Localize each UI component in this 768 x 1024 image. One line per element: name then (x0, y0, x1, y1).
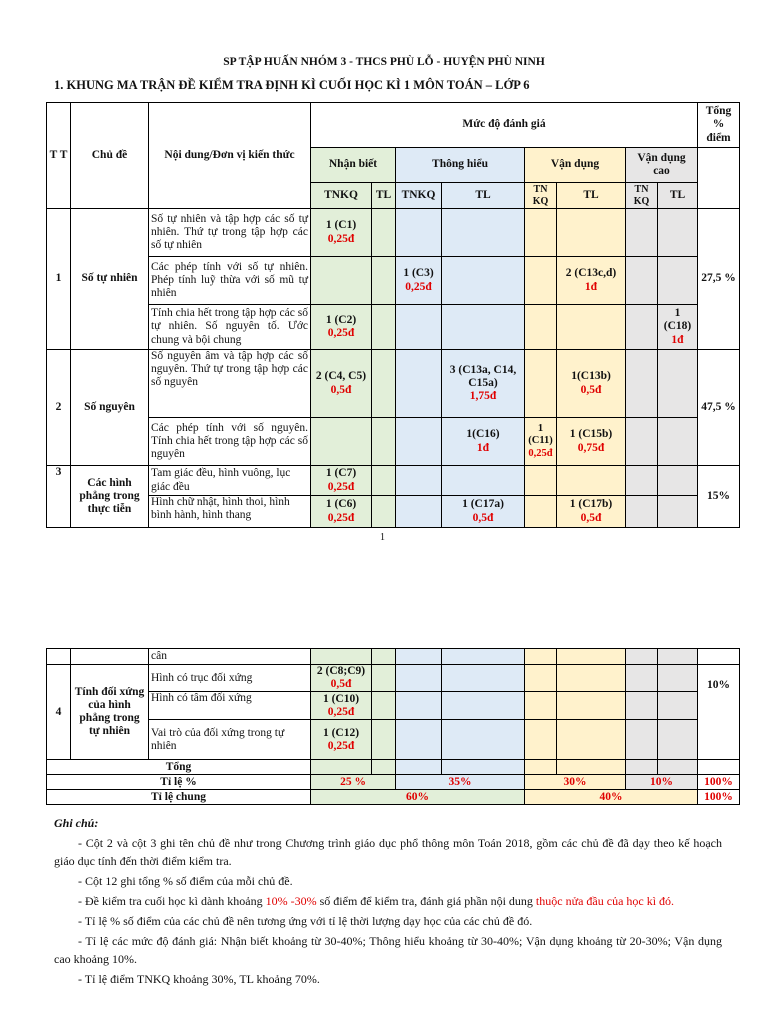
tile-vd: 30% (525, 775, 626, 790)
tilechung-2: 40% (525, 790, 698, 805)
col-tt: T T (47, 103, 71, 209)
tile-th: 35% (396, 775, 525, 790)
sub-tnkq: TN KQ (525, 183, 557, 209)
row-chude: Số nguyên (71, 350, 149, 466)
col-nb: Nhận biết (311, 148, 396, 183)
row-tong: 10% (698, 665, 740, 760)
row-chude: Các hình phẳng trong thực tiễn (71, 466, 149, 528)
col-tong: Tổng % điểm (698, 103, 740, 148)
cell-nb-tnkq: 2 (C4, C5) 0,5đ (311, 350, 372, 418)
cell-nb-tnkq: 1 (C6) 0,25đ (311, 496, 372, 528)
cell-th-tl: 3 (C13a, C14, C15a) 1,75đ (442, 350, 525, 418)
tile-all: 100% (698, 775, 740, 790)
notes-section (54, 814, 722, 990)
tile-nb: 25 % (311, 775, 396, 790)
row-tt: 2 (47, 350, 71, 466)
cell-vd-tl: 1 (C15b) 0,75đ (557, 418, 626, 466)
row-tt: 3 (47, 466, 71, 528)
sub-tl: TL (557, 183, 626, 209)
cell-vd-tl: 2 (C13c,d) 1đ (557, 257, 626, 305)
row-noidung: Các phép tính với số nguyên. Tính chia hết trong tập hợp các số nguyên (149, 418, 311, 466)
matrix-table-page2 (46, 648, 740, 805)
cell-vd-tl: 1(C13b) 0,5đ (557, 350, 626, 418)
note-item: - Cột 12 ghi tổng % số điểm của mỗi chủ đề. (78, 874, 293, 888)
page-number: 1 (380, 532, 385, 543)
row-noidung: Tính chia hết trong tập hợp các số tự nhiên. Số nguyên tố. Ước chung và bội chung (149, 305, 311, 350)
row-noidung: Hình có trục đối xứng (149, 665, 311, 692)
cell-nb-tnkq: 1 (C1) 0,25đ (311, 209, 372, 257)
row-tt: 1 (47, 209, 71, 350)
note-item: - Tỉ lệ các mức độ đánh giá: Nhận biết khoảng từ 30-40%; Thông hiểu khoảng từ 30-40%; Vận dụng khoảng từ 20-30%; Vận dụng cao khoảng 10%. (54, 934, 722, 966)
note-item: - Tỉ lệ điểm TNKQ khoảng 30%, TL khoảng 70%. (78, 972, 320, 986)
col-noidung: Nội dung/Đơn vị kiến thức (149, 103, 311, 209)
cell-nb-tnkq: 1 (C2) 0,25đ (311, 305, 372, 350)
sub-tl: TL (658, 183, 698, 209)
col-th: Thông hiểu (396, 148, 525, 183)
cell-th-tl: 1(C16) 1đ (442, 418, 525, 466)
note-item: - Cột 2 và cột 3 ghi tên chủ đề như trong Chương trình giáo dục phổ thông môn Toán 2018, gồm các chủ đề đã dạy theo kế hoạch giáo dục tính đến thời điểm kiểm tra. (54, 836, 722, 868)
sub-tnkq: TN KQ (626, 183, 658, 209)
notes-heading: Ghi chú: (54, 816, 99, 830)
sub-tnkq: TNKQ (311, 183, 372, 209)
cell-th-tnkq: 1 (C3) 0,25đ (396, 257, 442, 305)
col-vd: Vận dụng (525, 148, 626, 183)
row-noidung: Số tự nhiên và tập hợp các số tự nhiên. Thứ tự trong tập hợp các số tự nhiên (149, 209, 311, 257)
row-tong: 47,5 % (698, 350, 740, 466)
row-chude: Tính đối xứng của hình phẳng trong tự nhiên (71, 665, 149, 760)
cell-nb-tnkq: 1 (C12) 0,25đ (311, 720, 372, 760)
cell-nb-tnkq: 1 (C7) 0,25đ (311, 466, 372, 496)
sub-tl: TL (442, 183, 525, 209)
row-chude: Số tự nhiên (71, 209, 149, 350)
tilechung-1: 60% (311, 790, 525, 805)
col-mucdo: Mức độ đánh giá (311, 103, 698, 148)
row-noidung: Hình có tâm đối xứng (149, 692, 311, 720)
cell-nb-tnkq: 1 (C10) 0,25đ (311, 692, 372, 720)
row-noidung-cont: cân (149, 649, 311, 665)
row-tt: 4 (47, 665, 71, 760)
row-tilechung-label: Tỉ lệ chung (47, 790, 311, 805)
row-tong: 15% (698, 466, 740, 528)
cell-nb-tnkq: 2 (C8;C9) 0,5đ (311, 665, 372, 692)
row-noidung: Tam giác đều, hình vuông, lục giác đều (149, 466, 311, 496)
col-vdc: Vận dụng cao (626, 148, 698, 183)
row-noidung: Các phép tính với số tự nhiên. Phép tính luỹ thừa với số mũ tự nhiên (149, 257, 311, 305)
note-item: - Tỉ lệ % số điểm của các chủ đề nên tương ứng với tỉ lệ thời lượng dạy học của các chủ đề đó. (78, 914, 533, 928)
sub-tl: TL (372, 183, 396, 209)
row-tong: 27,5 % (698, 209, 740, 350)
cell-vd-tl: 1 (C17b) 0,5đ (557, 496, 626, 528)
col-chude: Chủ đề (71, 103, 149, 209)
cell-vd-tnkq: 1 (C11) 0,25đ (525, 418, 557, 466)
tile-vdc: 10% (626, 775, 698, 790)
row-noidung: Hình chữ nhật, hình thoi, hình bình hành, hình thang (149, 496, 311, 528)
cell-th-tl: 1 (C17a) 0,5đ (442, 496, 525, 528)
doc-header-line1: SP TẬP HUẤN NHÓM 3 - THCS PHÙ LỖ - HUYỆN PHÙ NINH (223, 56, 545, 68)
row-noidung: Vai trò của đối xứng trong tự nhiên (149, 720, 311, 760)
col-tong-blank (698, 148, 740, 209)
row-tile-label: Tỉ lệ % (47, 775, 311, 790)
note-item: - Đề kiểm tra cuối học kì dành khoảng 10% -30% số điểm để kiểm tra, đánh giá phần nội dung thuộc nửa đầu của học kì đó. (78, 894, 675, 908)
row-tong-label: Tổng (47, 760, 311, 775)
row-noidung: Số nguyên âm và tập hợp các số nguyên. Thứ tự trong tập hợp các số nguyên (149, 350, 311, 418)
cell-vdc-tl: 1 (C18) 1đ (658, 305, 698, 350)
sub-tnkq: TNKQ (396, 183, 442, 209)
matrix-table-page1 (46, 102, 740, 528)
doc-title: 1. KHUNG MA TRẬN ĐỀ KIỂM TRA ĐỊNH KÌ CUỐI HỌC KÌ 1 MÔN TOÁN – LỚP 6 (54, 78, 530, 92)
tilechung-all: 100% (698, 790, 740, 805)
